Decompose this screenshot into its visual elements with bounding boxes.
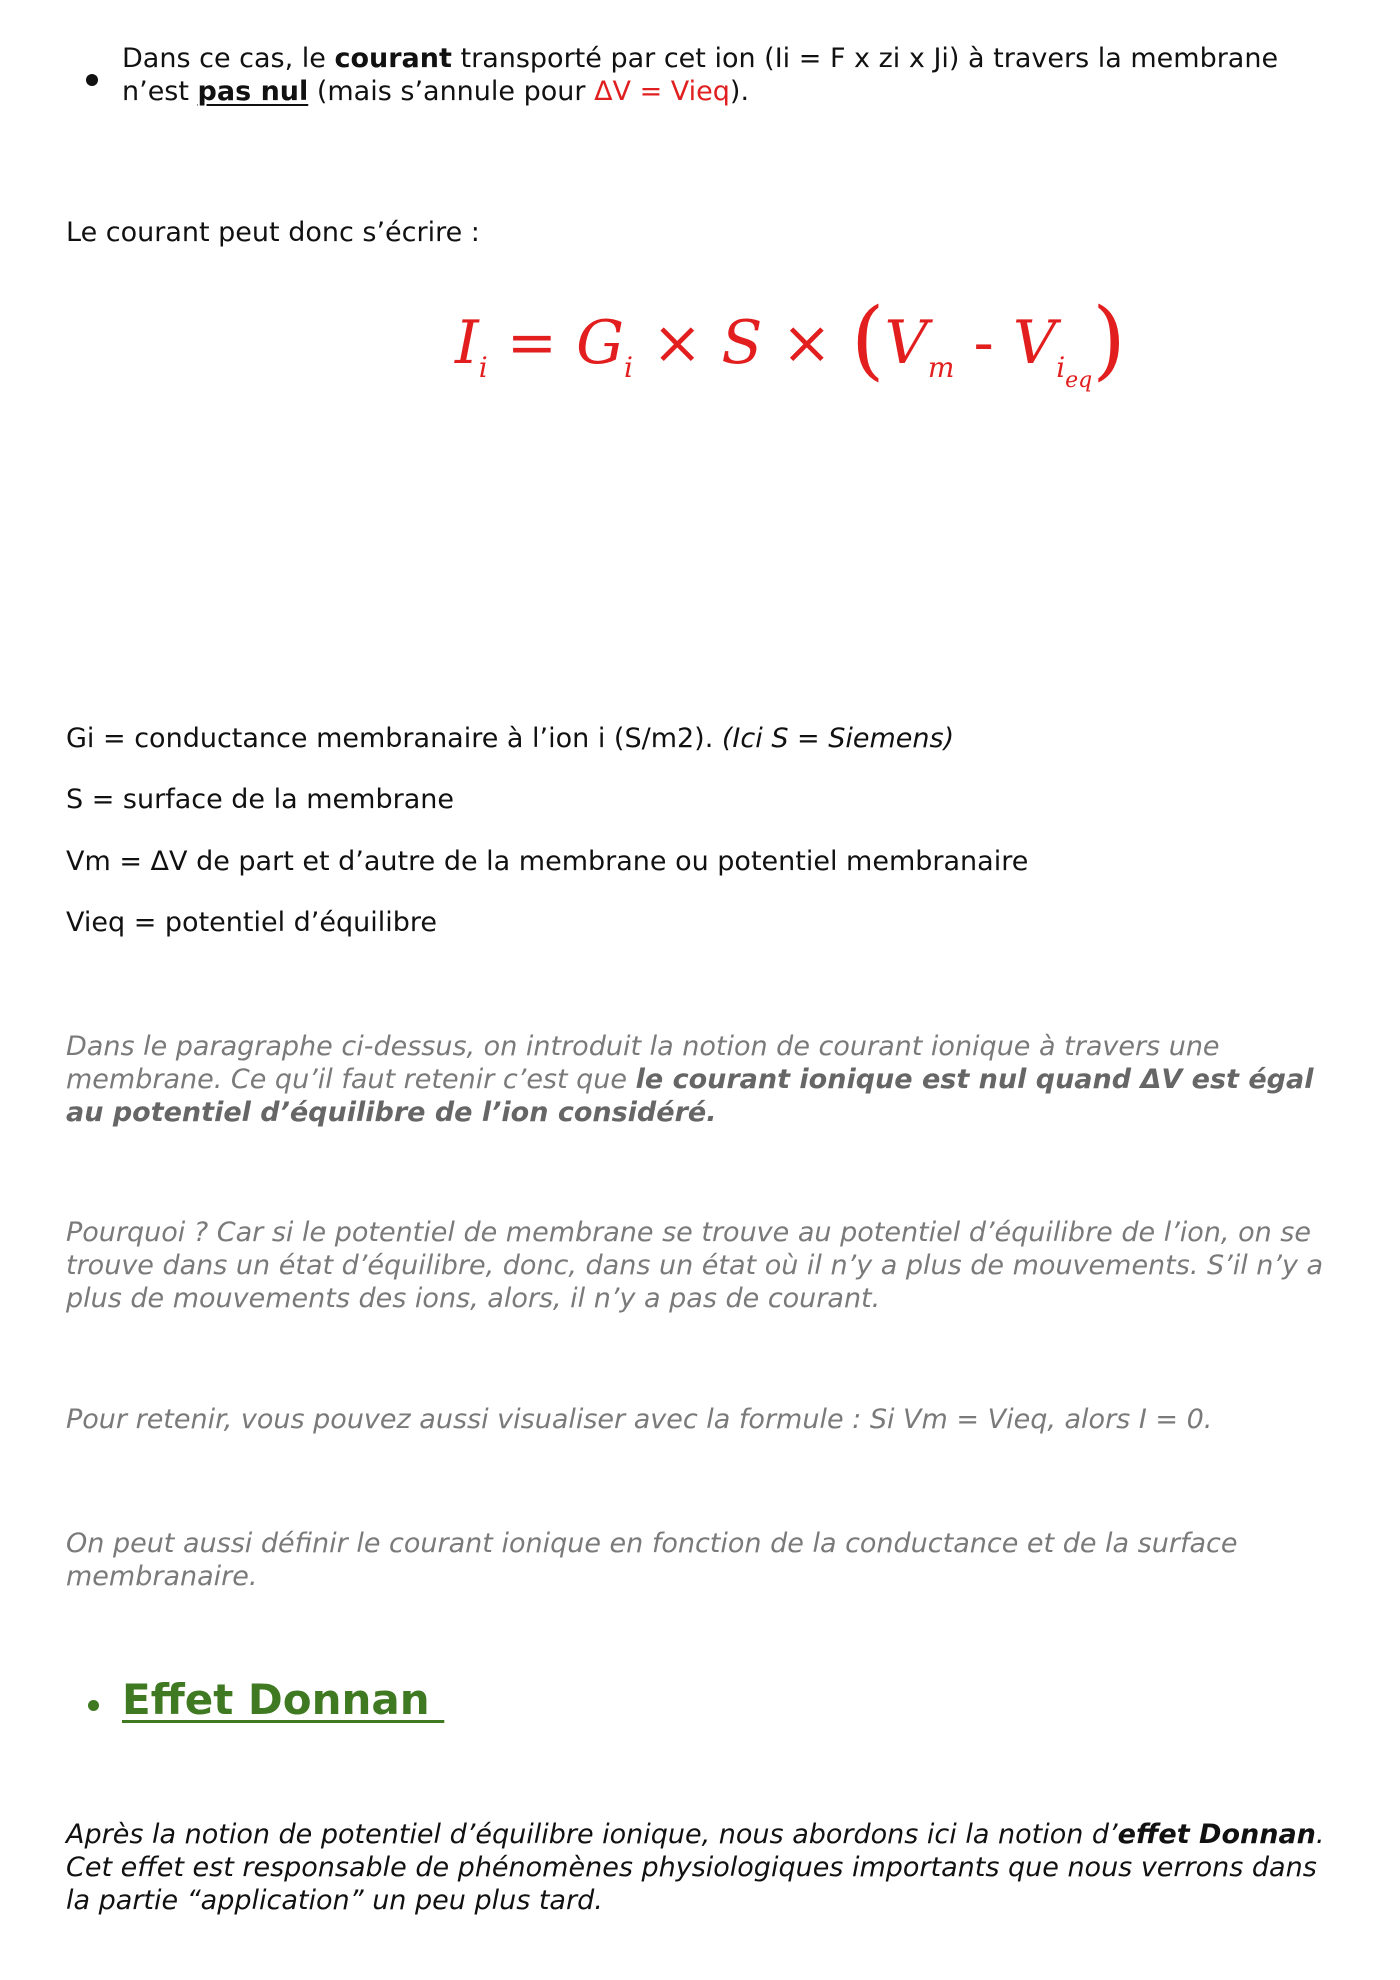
note-retenir: Dans le paragraphe ci-dessus, on introduit la notion de courant ionique à travers une membrane. Ce qu’il faut retenir c’est que le courant ionique est nul quand ΔV est égal au potentiel d’équilibre de l’ion considéré.: [66, 1031, 1314, 1128]
definition-vieq: Vieq = potentiel d’équilibre: [66, 907, 438, 938]
courant-intro: Le courant peut donc s’écrire :: [66, 217, 480, 248]
red-delta-v: ΔV = Vieq: [594, 76, 730, 107]
bullet-dot: [86, 74, 98, 86]
text: Dans ce cas, le: [122, 43, 335, 74]
definition-gi: Gi = conductance membranaire à l’ion i (S/m2). (Ici S = Siemens): [66, 723, 955, 754]
note-visualiser: Pour retenir, vous pouvez aussi visualiser avec la formule : Si Vm = Vieq, alors I = 0.: [66, 1404, 1213, 1435]
donnan-intro: Après la notion de potentiel d’équilibre ionique, nous abordons ici la notion d’effet Donnan. Cet effet est responsable de phénomènes physiologiques importants que nous verrons dans la partie “application” un peu plus tard.: [66, 1819, 1325, 1916]
section-bullet-dot: [88, 1700, 99, 1711]
text: ).: [729, 76, 750, 107]
note-pourquoi: Pourquoi ? Car si le potentiel de membrane se trouve au potentiel d’équilibre de l’ion, on se trouve dans un état d’équilibre, donc, dans un état où il n’y a plus de mouvements. S’il n’y a plus de mouvements des ions, alors, il n’y a pas de courant.: [66, 1217, 1324, 1314]
section-title-effet-donnan: Effet Donnan: [122, 1675, 445, 1724]
bullet-courant: [122, 42, 1340, 108]
bold-effet-donnan: effet Donnan: [1117, 1819, 1316, 1850]
current-formula: $I_i = G_i \times S \times (V_m - V_{i_{eq}})$: [455, 290, 1126, 393]
bold-courant: courant: [334, 43, 452, 74]
text: transporté par cet ion (Ii = F x zi x Ji) à travers la membrane n’est: [122, 43, 1279, 107]
siemens-note: (Ici S = Siemens): [721, 723, 955, 754]
note-conductance: On peut aussi définir le courant ionique en fonction de la conductance et de la surface membranaire.: [66, 1528, 1238, 1592]
text: (mais s’annule pour: [308, 76, 595, 107]
definition-s: S = surface de la membrane: [66, 784, 454, 815]
note-bold: le courant ionique est nul quand ΔV est égal au potentiel d’équilibre de l’ion considéré.: [66, 1064, 1314, 1128]
bold-pas-nul: pas nul: [197, 76, 309, 107]
definition-vm: Vm = ΔV de part et d’autre de la membrane ou potentiel membranaire: [66, 846, 1029, 877]
